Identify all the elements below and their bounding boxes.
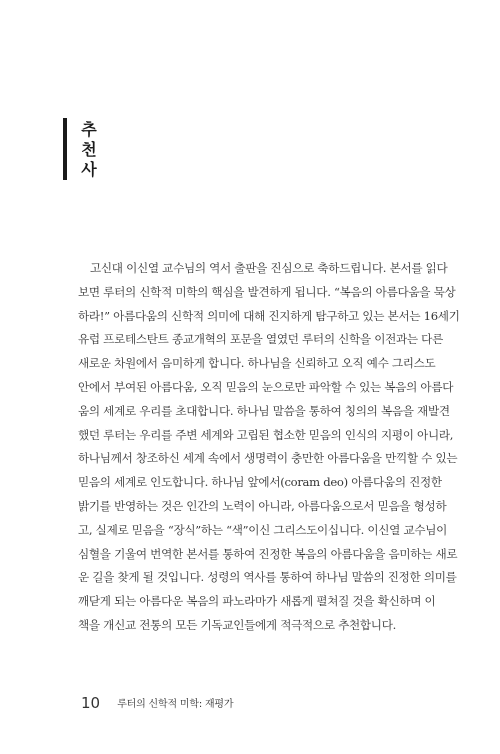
text-line: 안에서 부여된 아름다움, 오직 믿음의 눈으로만 파악할 수 있는 복음의 아름다 <box>78 379 454 394</box>
text-line: 새로운 차원에서 음미하게 합니다. 하나님을 신뢰하고 오직 예수 그리스도 <box>78 356 436 371</box>
heading-rule <box>63 118 67 180</box>
text-line: 했던 루터는 우리를 주변 세계와 고립된 협소한 믿음의 인식의 지평이 아니라, <box>78 427 454 442</box>
heading-char: 천 <box>81 140 97 159</box>
section-heading <box>80 120 98 180</box>
page-number: 10 <box>81 693 101 712</box>
text-line: 밝기를 반영하는 것은 인간의 노력이 아니라, 아름다움으로서 믿음을 형성하 <box>78 498 447 513</box>
text-line: 보면 루터의 신학적 미학의 핵심을 발견하게 됩니다. “복음의 아름다움을 묵상 <box>78 284 456 299</box>
body-paragraph <box>78 257 460 638</box>
running-title: 루터의 신학적 미학: 재평가 <box>117 699 234 710</box>
page-footer <box>81 692 233 712</box>
text-line: 고, 실제로 믿음을 “장식”하는 “색”이신 그리스도이십니다. 이신열 교수님이 <box>78 522 448 537</box>
text-line: 하나님께서 창조하신 세계 속에서 생명력이 충만한 아름다움을 만끽할 수 있는 <box>78 451 458 466</box>
heading-char: 추 <box>81 120 97 139</box>
text-line: 책을 개신교 전통의 모든 기독교인들에게 적극적으로 추천합니다. <box>78 617 396 632</box>
text-line: 하라!” 아름다움의 신학적 의미에 대해 진지하게 탐구하고 있는 본서는 16세기 <box>78 308 460 323</box>
text-line: 유럽 프로테스탄트 종교개혁의 포문을 열였던 루터의 신학을 이전과는 다른 <box>78 332 443 347</box>
text-line: 운 길을 찾게 될 것입니다. 성령의 역사를 통하여 하나님 말씀의 진정한 의미를 <box>78 570 457 585</box>
text-line: 믿음의 세계로 인도합니다. 하나님 앞에서(coram deo) 아름다움의 진정한 <box>78 475 442 490</box>
text-line: 움의 세계로 우리를 초대합니다. 하나님 말씀을 통하여 칭의의 복음을 재발견 <box>78 403 450 418</box>
text-line: 깨닫게 되는 아름다운 복음의 파노라마가 새롭게 펼쳐질 것을 확신하며 이 <box>78 594 436 609</box>
text-line: 고신대 이신열 교수님의 역서 출판을 진심으로 축하드립니다. 본서를 읽다 <box>90 261 448 275</box>
text-line: 심혈을 기울여 번역한 본서를 통하여 진정한 복음의 아름다움을 음미하는 새로 <box>78 546 458 561</box>
heading-char: 사 <box>81 160 97 179</box>
